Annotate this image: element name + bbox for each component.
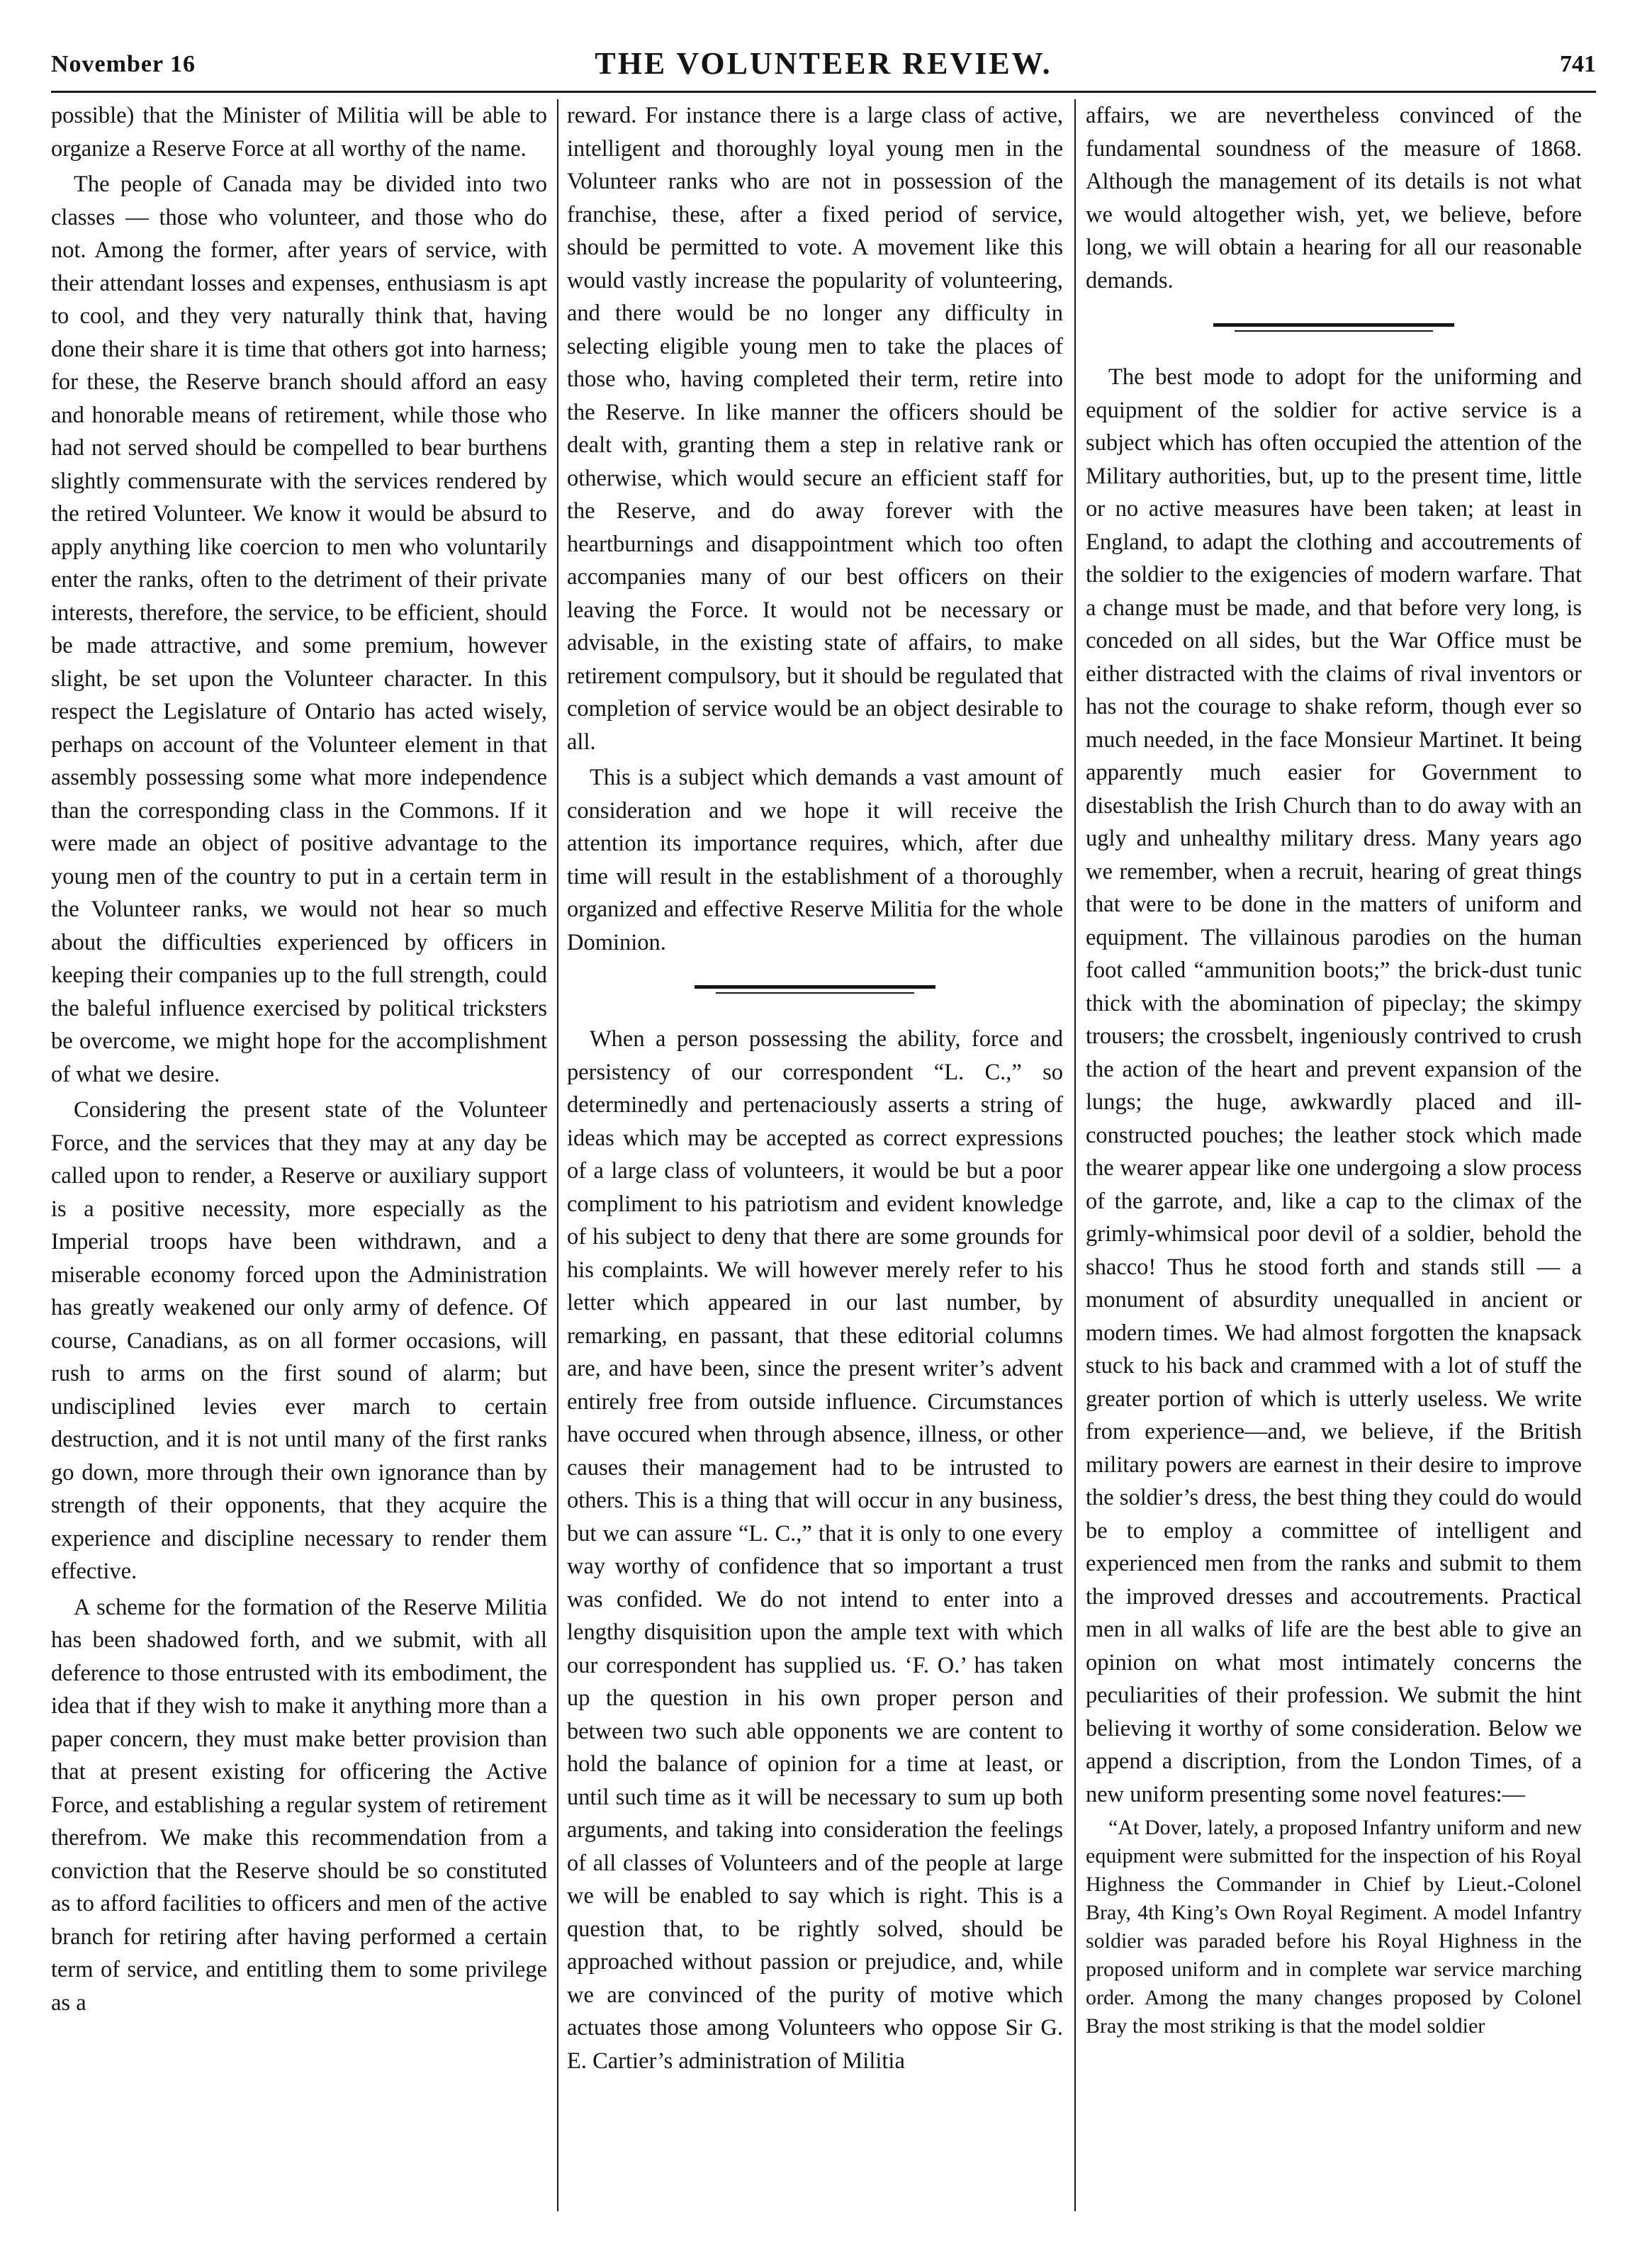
- paragraph: possible) that the Minister of Militia will be able to organize a Reserve Force at all worthy of the name.: [51, 103, 547, 162]
- paragraph: The people of Canada may be divided into two classes — those who volunteer, and those who do not. Among the former, after years of service, with their attendant losses and expenses, enthusiasm is apt to cool, and they very naturally think that, having done their share it is time that others got into harness; for these, the Reserve branch should afford an easy and honorable means of retirement, while those who had not served should be compelled to bear burthens slightly commensurate with the services rendered by the retired Volunteer. We know it would be absurd to apply anything like coercion to men who voluntarily enter the ranks, often to the detriment of their private interests, therefore, the service, to be efficient, should be made attractive, and some premium, however slight, be set upon the Volunteer character. In this respect the Legislature of Ontario has acted wisely, perhaps on account of the Volunteer element in that assembly possessing some what more independence than the corresponding class in the Commons. If it were made an object of positive advantage to the young men of the country to put in a certain term in the Volunteer ranks, we would not hear so much about the difficulties experienced by officers in keeping their companies up to the full strength, could the baleful influence exercised by political tricksters be overcome, we might hope for the accomplishment of what we desire.: [51, 172, 547, 1087]
- article-divider: [695, 983, 935, 997]
- column-rule: [1074, 99, 1076, 2211]
- paragraph: A scheme for the formation of the Reserve Militia has been shadowed forth, and we submit, with all deference to those entrusted with its embodiment, the idea that if they wish to make it anything more than a paper concern, they must make better provision than that at present existing for officering the Active Force, and establishing a regular system of retirement therefrom. We make this recommendation from a conviction that the Reserve should be so constituted as to afford facilities to officers and men of the active branch for retiring after having performed a certain term of service, and entitling them to some privilege as a: [51, 1594, 547, 2016]
- column-2: [567, 99, 1063, 2211]
- column-1: [51, 99, 547, 2211]
- paragraph: The best mode to adopt for the uniforming and equipment of the soldier for active service is a subject which has often occupied the attention of the Military authorities, but, up to the present time, little or no active measures have been taken; at least in England, to adapt the clothing and accoutrements of the soldier to the exigencies of modern warfare. That a change must be made, and that before very long, is conceded on all sides, but the War Office must be either distracted with the claims of rival inventors or has not the courage to shake reform, though ever so much needed, in the face Monsieur Martinet. It being apparently much easier for Government to disestablish the Irish Church than to do away with an ugly and unhealthy military dress. Many years ago we remember, when a recruit, hearing of great things that were to be done in the matters of uniform and equipment. The villainous parodies on the human foot called “ammunition boots;” the brick-dust tunic thick with the abomination of pipeclay; the skimpy trousers; the crossbelt, ingeniously contrived to crush the action of the heart and prevent expansion of the lungs; the huge, awkwardly placed and ill-constructed pouches; the leather stock which made the wearer appear like one undergoing a slow process of the garrote, and, like a cap to the climax of the grimly-whimsical poor devil of a soldier, behold the shacco! Thus he stood forth and stands still — a monument of absurdity unequalled in ancient or modern times. We had almost forgotten the knapsack stuck to his back and crammed with a lot of stuff the greater portion of which is utterly useless. We write from experience—and, we believe, if the British military powers are earnest in their desire to improve the soldier’s dress, the best thing they could do would be to employ a committee of intelligent and experienced men from the ranks and submit to them the improved dresses and accoutrements. Practical men in all walks of life are the best able to give an opinion on what most intimately concerns the peculiarities of their profession. We submit the hint believing it worthy of some consideration. Below we append a discription, from the London Times, of a new uniform presenting some novel features:—: [1086, 364, 1582, 1807]
- column-3: [1086, 99, 1582, 2211]
- paragraph: This is a subject which demands a vast amount of consideration and we hope it will receive the attention its importance requires, which, after due time will result in the establishment of a thoroughly organized and effective Reserve Militia for the whole Dominion.: [567, 765, 1063, 955]
- masthead-title: THE VOLUNTEER REVIEW.: [595, 46, 1052, 81]
- paragraph: affairs, we are nevertheless convinced of the fundamental soundness of the measure of 1868. Although the management of its details is not what we would altogether wish, yet, we believe, before long, we will obtain a hearing for all our reasonable demands.: [1086, 103, 1582, 293]
- column-rule: [557, 99, 558, 2211]
- quoted-report: “At Dover, lately, a proposed Infantry uniform and new equipment were submitted for the inspection of his Royal Highness the Commander in Chief by Lieut.-Colonel Bray, 4th King’s Own Royal Regiment. A model Infantry soldier was paraded before his Royal Highness in the proposed uniform and in complete war service marching order. Among the many changes proposed by Colonel Bray the most striking is that the model soldier: [1086, 1816, 1582, 2038]
- page-number: 741: [1560, 51, 1596, 77]
- issue-date: November 16: [51, 51, 196, 77]
- header-rule: [51, 91, 1596, 93]
- page-header: [51, 45, 1596, 88]
- paragraph: reward. For instance there is a large class of active, intelligent and thoroughly loyal young men in the Volunteer ranks who are not in possession of the franchise, these, after a fixed period of service, should be permitted to vote. A movement like this would vastly increase the popularity of volunteering, and there would be no longer any difficulty in selecting eligible young men to take the places of those who, having completed their term, retire into the Reserve. In like manner the officers should be dealt with, granting them a step in relative rank or otherwise, which would secure an efficient staff for the Reserve, and do away forever with the heartburnings and disappointment which too often accompanies many of our best officers on their leaving the Force. It would not be necessary or advisable, in the existing state of affairs, to make retirement compulsory, but it should be regulated that completion of service would be an object desirable to all.: [567, 103, 1063, 755]
- paragraph: When a person possessing the ability, force and persistency of our correspondent “L. C.,” so determinedly and pertenaciously asserts a string of ideas which may be accepted as correct expressions of a large class of volunteers, it would be but a poor compliment to his patriotism and evident knowledge of his subject to deny that there are some grounds for his complaints. We will however merely refer to his letter which appeared in our last number, by remarking, en passant, that these editorial columns are, and have been, since the present writer’s advent entirely free from outside influence. Circumstances have occured when through absence, illness, or other causes their management had to be intrusted to others. This is a thing that will occur in any business, but we can assure “L. C.,” that it is only to one every way worthy of confidence that so important a trust was confided. We do not intend to enter into a lengthy disquisition upon the ample text with which our correspondent has supplied us. ‘F. O.’ has taken up the question in his own proper person and between two such able opponents we are content to hold the balance of opinion for a time at least, or until such time as it will be necessary to sum up both arguments, and taking into consideration the feelings of all classes of Volunteers and of the people at large we will be enabled to say which is right. This is a question that, to be rightly solved, should be approached without passion or prejudice, and, while we are convinced of the purity of motive which actuates those among Volunteers who oppose Sir G. E. Cartier’s administration of Militia: [567, 1026, 1063, 2074]
- paragraph: Considering the present state of the Volunteer Force, and the services that they may at any day be called upon to render, a Reserve or auxiliary support is a positive necessity, more especially as the Imperial troops have been withdrawn, and a miserable economy forced upon the Administration has greatly weakened our only army of defence. Of course, Canadians, as on all former occasions, will rush to arms on the first sound of alarm; but undisciplined levies ever march to certain destruction, and it is not until many of the first ranks go down, more through their own ignorance than by strength of their opponents, that they acquire the experience and discipline necessary to render them effective.: [51, 1097, 547, 1584]
- article-divider: [1213, 321, 1454, 335]
